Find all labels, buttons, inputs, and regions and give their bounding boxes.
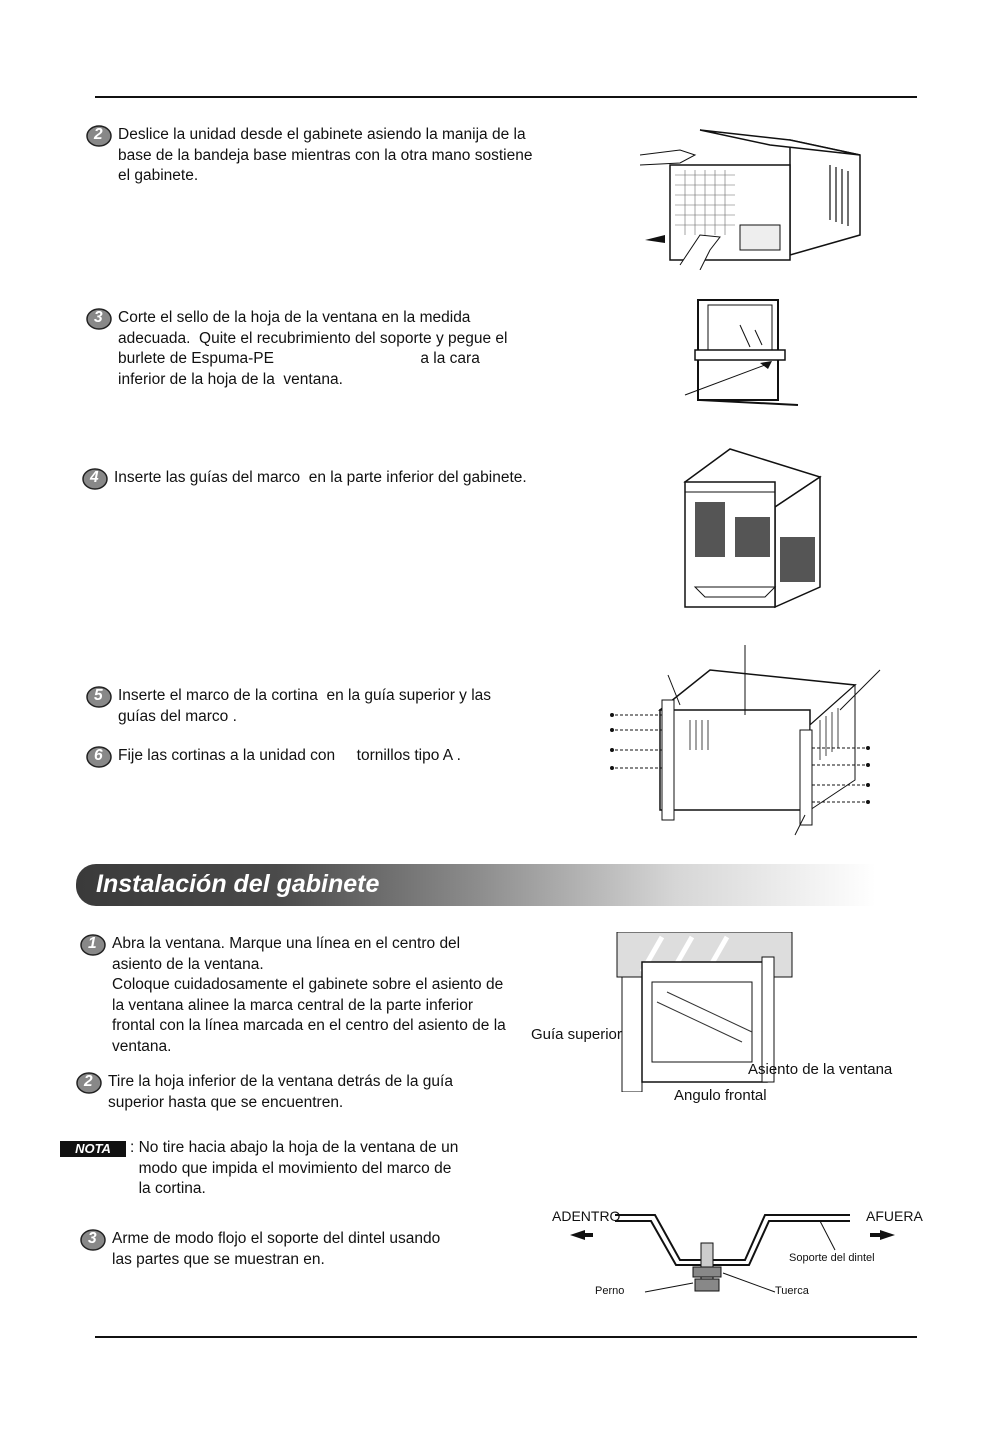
step-text: Deslice la unidad desde el gabinete asiendo la manija de la base de la bandeja base mientras con la otra mano sostiene el gabinete. — [118, 126, 533, 184]
step-text: Abra la ventana. Marque una línea en el centro del asiento de la ventana. Coloque cuidadosamente el gabinete sobre el asiento de la ventana alinee la marca central de la parte inferior frontal con la línea marcada en el centro del asiento de la ventana. — [112, 935, 506, 1055]
label-guia-superior: Guía superior — [531, 1026, 622, 1043]
window-seal-illustration — [680, 295, 805, 415]
label-adentro: ADENTRO — [552, 1208, 621, 1224]
step-number: 6 — [94, 747, 103, 764]
label-afuera: AFUERA — [866, 1208, 923, 1224]
nota-text: : No tire hacia abajo la hoja de la ventana de un modo que impida el movimiento del marco de la cortina. — [130, 1139, 459, 1197]
step-text: Fije las cortinas a la unidad con tornillos tipo A . — [118, 747, 461, 764]
step-text: Corte el sello de la hoja de la ventana en la medida adecuada. Quite el recubrimiento del soporte y pegue el burlete de Espuma-PE a la cara inferior de la hoja de la ventana. — [118, 309, 508, 388]
section-banner — [76, 864, 876, 906]
step-number: 3 — [94, 309, 103, 326]
unit-slide-illustration — [640, 125, 865, 270]
step-number: 3 — [88, 1230, 97, 1247]
label-angulo-frontal: Angulo frontal — [674, 1087, 767, 1104]
label-soporte-dintel: Soporte del dintel — [789, 1252, 875, 1264]
step-text: Inserte el marco de la cortina en la guía superior y las guías del marco . — [118, 687, 492, 725]
bottom-rule — [95, 1336, 917, 1338]
step-text: Tire la hoja inferior de la ventana detrás de la guía superior hasta que se encuentren. — [108, 1073, 453, 1111]
curtain-frame-illustration — [600, 640, 885, 845]
section-title: Instalación del gabinete — [96, 870, 380, 898]
label-perno: Perno — [595, 1285, 625, 1297]
cabinet-guides-illustration — [680, 447, 825, 612]
step-number: 2 — [94, 126, 103, 143]
label-asiento-ventana: Asiento de la ventana — [748, 1061, 893, 1078]
step-number: 2 — [84, 1073, 93, 1090]
label-tuerca: Tuerca — [775, 1285, 809, 1297]
step-text: Inserte las guías del marco en la parte inferior del gabinete. — [114, 469, 527, 486]
top-rule — [95, 96, 917, 98]
step-number: 5 — [94, 687, 103, 704]
step-number: 4 — [90, 469, 99, 486]
step-number: 1 — [88, 935, 97, 952]
nota-tag: NOTA — [60, 1141, 126, 1157]
step-text: Arme de modo flojo el soporte del dintel usando las partes que se muestran en. — [112, 1230, 441, 1268]
